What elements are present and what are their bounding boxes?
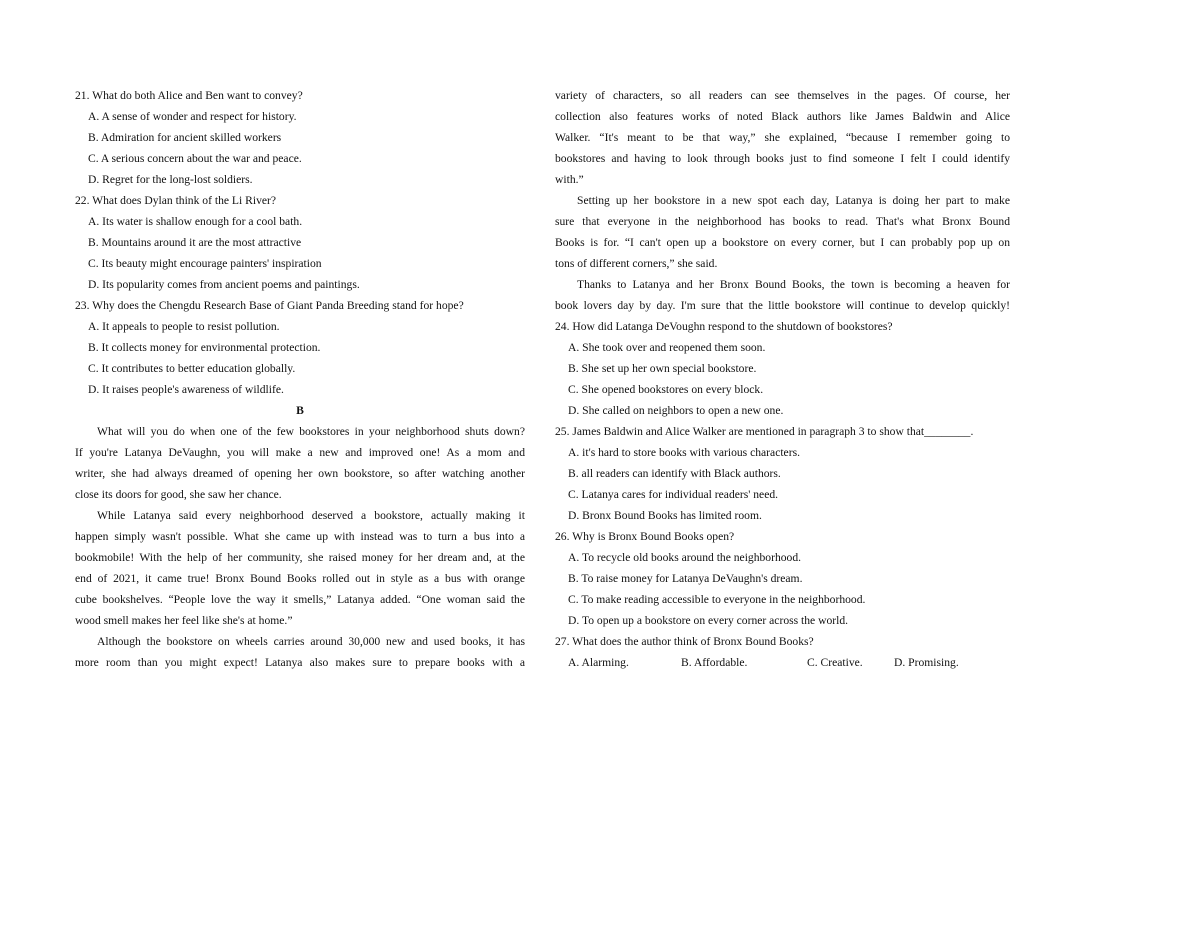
passage-line: close its doors for good, she saw her chance. bbox=[75, 488, 282, 501]
question-21-option-c: C. A serious concern about the war and peace. bbox=[88, 152, 302, 165]
passage-line: Books is for. “I can't open up a bookstore on every corner, but I can probably pop up on bbox=[555, 236, 1010, 249]
question-26-option-b: B. To raise money for Latanya DeVaughn's dream. bbox=[568, 572, 803, 585]
question-24-option-d: D. She called on neighbors to open a new one. bbox=[568, 404, 784, 417]
passage-line: cube bookshelves. “People love the way it smells,” Latanya added. “One woman said the bbox=[75, 593, 525, 606]
passage-line: book lovers day by day. I'm sure that the little bookstore will continue to develop quickly! bbox=[555, 299, 1010, 312]
question-23-stem: 23. Why does the Chengdu Research Base of Giant Panda Breeding stand for hope? bbox=[75, 299, 464, 312]
passage-line: collection also features works of noted Black authors like James Baldwin and Alice bbox=[555, 110, 1010, 123]
question-27-option-d: D. Promising. bbox=[894, 656, 959, 669]
question-25-option-c: C. Latanya cares for individual readers' need. bbox=[568, 488, 779, 501]
passage-line: While Latanya said every neighborhood deserved a bookstore, actually making it bbox=[97, 509, 525, 522]
question-22-stem: 22. What does Dylan think of the Li River? bbox=[75, 194, 277, 207]
passage-line: sure that everyone in the neighborhood has books to read. That's what Bronx Bound bbox=[555, 215, 1010, 228]
question-24-stem: 24. How did Latanga DeVoughn respond to the shutdown of bookstores? bbox=[555, 320, 893, 333]
question-26-option-d: D. To open up a bookstore on every corner across the world. bbox=[568, 614, 849, 627]
question-21-option-a: A. A sense of wonder and respect for history. bbox=[88, 110, 297, 123]
question-23-option-c: C. It contributes to better education globally. bbox=[88, 362, 296, 375]
question-27-option-a: A. Alarming. bbox=[568, 656, 629, 669]
question-21-option-b: B. Admiration for ancient skilled workers bbox=[88, 131, 282, 144]
question-24-option-b: B. She set up her own special bookstore. bbox=[568, 362, 757, 375]
question-26-stem: 26. Why is Bronx Bound Books open? bbox=[555, 530, 735, 543]
left-column bbox=[75, 85, 525, 673]
question-22-option-a: A. Its water is shallow enough for a cool bath. bbox=[88, 215, 303, 228]
question-24-option-a: A. She took over and reopened them soon. bbox=[568, 341, 766, 354]
passage-line: writer, she had always dreamed of opening her own bookstore, so after watching another bbox=[75, 467, 525, 480]
question-23-option-d: D. It raises people's awareness of wildlife. bbox=[88, 383, 284, 396]
question-27-option-c: C. Creative. bbox=[807, 656, 863, 669]
passage-line: wood smell makes her feel like she's at home.” bbox=[75, 614, 293, 627]
passage-line: end of 2021, it came true! Bronx Bound Books rolled out in style as a bus with orange bbox=[75, 572, 525, 585]
passage-line: Walker. “It's meant to be that way,” she explained, “because I remember going to bbox=[555, 131, 1010, 144]
question-25-option-d: D. Bronx Bound Books has limited room. bbox=[568, 509, 762, 522]
question-27-stem: 27. What does the author think of Bronx Bound Books? bbox=[555, 635, 814, 648]
question-23-option-b: B. It collects money for environmental protection. bbox=[88, 341, 321, 354]
question-26-option-c: C. To make reading accessible to everyone in the neighborhood. bbox=[568, 593, 866, 606]
passage-line: bookmobile! With the help of her community, she raised money for her dream and, at the bbox=[75, 551, 525, 564]
passage-line: Thanks to Latanya and her Bronx Bound Books, the town is becoming a heaven for bbox=[577, 278, 1010, 291]
question-21-option-d: D. Regret for the long-lost soldiers. bbox=[88, 173, 253, 186]
passage-line: Setting up her bookstore in a new spot each day, Latanya is doing her part to make bbox=[577, 194, 1010, 207]
passage-line: Although the bookstore on wheels carries around 30,000 new and used books, it has bbox=[97, 635, 525, 648]
question-25-option-a: A. it's hard to store books with various characters. bbox=[568, 446, 800, 459]
passage-line: more room than you might expect! Latanya also makes sure to prepare books with a bbox=[75, 656, 525, 669]
passage-line: What will you do when one of the few bookstores in your neighborhood shuts down? bbox=[97, 425, 525, 438]
question-26-option-a: A. To recycle old books around the neighborhood. bbox=[568, 551, 802, 564]
passage-line: If you're Latanya DeVaughn, you will make a new and improved one! As a mom and bbox=[75, 446, 525, 459]
question-24-option-c: C. She opened bookstores on every block. bbox=[568, 383, 764, 396]
right-column bbox=[555, 85, 1010, 673]
passage-line: happen simply wasn't possible. What she came up with instead was to turn a bus into a bbox=[75, 530, 525, 543]
question-23-option-a: A. It appeals to people to resist pollution. bbox=[88, 320, 280, 333]
question-22-option-c: C. Its beauty might encourage painters' inspiration bbox=[88, 257, 322, 270]
passage-line: with.” bbox=[555, 173, 584, 186]
question-22-option-d: D. Its popularity comes from ancient poems and paintings. bbox=[88, 278, 360, 291]
question-22-option-b: B. Mountains around it are the most attractive bbox=[88, 236, 302, 249]
section-heading: B bbox=[296, 404, 304, 417]
passage-line: bookstores and having to look through books just to find someone I felt I could identify bbox=[555, 152, 1010, 165]
passage-line: variety of characters, so all readers can see themselves in the pages. Of course, her bbox=[555, 89, 1010, 102]
question-25-option-b: B. all readers can identify with Black authors. bbox=[568, 467, 781, 480]
question-27-option-b: B. Affordable. bbox=[681, 656, 748, 669]
passage-line: tons of different corners,” she said. bbox=[555, 257, 718, 270]
question-27-options bbox=[555, 652, 1010, 673]
question-25-stem: 25. James Baldwin and Alice Walker are mentioned in paragraph 3 to show that________. bbox=[555, 425, 974, 438]
question-21-stem: 21. What do both Alice and Ben want to convey? bbox=[75, 89, 303, 102]
